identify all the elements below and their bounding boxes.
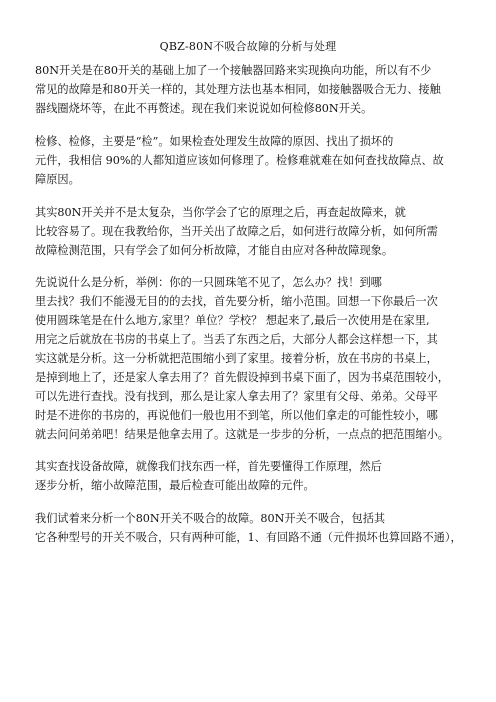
paragraph-4-line-9: 就去问问弟弟吧！结果是他拿去用了。这就是一步步的分析，一点点的把范围缩小。 [35, 428, 449, 441]
paragraph-4-line-1: 先说说什么是分析，举例：你的一只圆珠笔不见了，怎么办？找！到哪 [35, 276, 382, 289]
paragraph-4-line-8: 时是不进你的书房的，再说他们一般也用不到笔，所以他们拿走的可能性较小，哪 [35, 409, 438, 422]
paragraph-4-line-4: 用完之后就放在书房的书桌上了。当丢了东西之后，大部分人都会这样想一下，其 [35, 333, 438, 346]
paragraph-3-line-3: 故障检测范围，只有学会了如何分析故障，才能自由应对各种故障现象。 [35, 244, 394, 257]
paragraph-1-line-3: 器线圈烧坏等，在此不再赘述。现在我们来说说如何检修80N开关。 [35, 102, 373, 115]
paragraph-6-line-1: 我们试着来分析一个80N开关不吸合的故障。80N开关不吸合，包括其 [35, 512, 386, 525]
paragraph-2-line-1: 检修、检修，主要是“检”。如果检查处理发生故障的原因、找出了损坏的 [35, 135, 394, 148]
paragraph-1-line-2: 常见的故障是和80开关一样的，其处理方法也基本相同，如接触器吸合无力、接触 [35, 83, 441, 96]
paragraph-4-line-3: 使用圆珠笔是在什么地方,家里？单位？学校？ 想起来了,最后一次使用是在家里, [35, 314, 430, 327]
paragraph-4-line-5: 实这就是分析。这一分析就把范围缩小到了家里。接着分析，放在书房的书桌上， [35, 352, 438, 365]
paragraph-2-line-3: 障原因。 [35, 173, 80, 186]
paragraph-3-line-1: 其实80N开关并不是太复杂，当你学会了它的原理之后，再查起故障来，就 [35, 206, 406, 219]
paragraph-4-line-2: 里去找？我们不能漫无目的的去找，首先要分析，缩小范围。回想一下你最后一次 [35, 295, 438, 308]
paragraph-4-line-6: 是掉到地上了，还是家人拿去用了？首先假设掉到书桌下面了，因为书桌范围较小， [35, 371, 449, 384]
paragraph-1-line-1: 80N开关是在80开关的基础上加了一个接触器回路来实现换向功能，所以有不少 [35, 64, 432, 77]
paragraph-5-line-2: 逐步分析，缩小故障范围，最后检查可能出故障的元件。 [35, 479, 315, 492]
paragraph-6-line-2: 它各种型号的开关不吸合，只有两种可能，1、有回路不通（元件损坏也算回路不通）， [35, 531, 462, 544]
paragraph-3-line-2: 比较容易了。现在我教给你，当开关出了故障之后，如何进行故障分析，如何所需 [35, 225, 438, 238]
paragraph-5-line-1: 其实查找设备故障，就像我们找东西一样，首先要懂得工作原理，然后 [35, 460, 382, 473]
paragraph-4-line-7: 可以先进行查找。没有找到，那么是让家人拿去用了？家里有父母、弟弟。父母平 [35, 390, 438, 403]
paragraph-2-line-2: 元件，我相信 90%的人都知道应该如何修理了。检修难就难在如何查找故障点、故 [35, 154, 444, 167]
page-title: QBZ-80N不吸合故障的分析与处理 [159, 40, 337, 53]
